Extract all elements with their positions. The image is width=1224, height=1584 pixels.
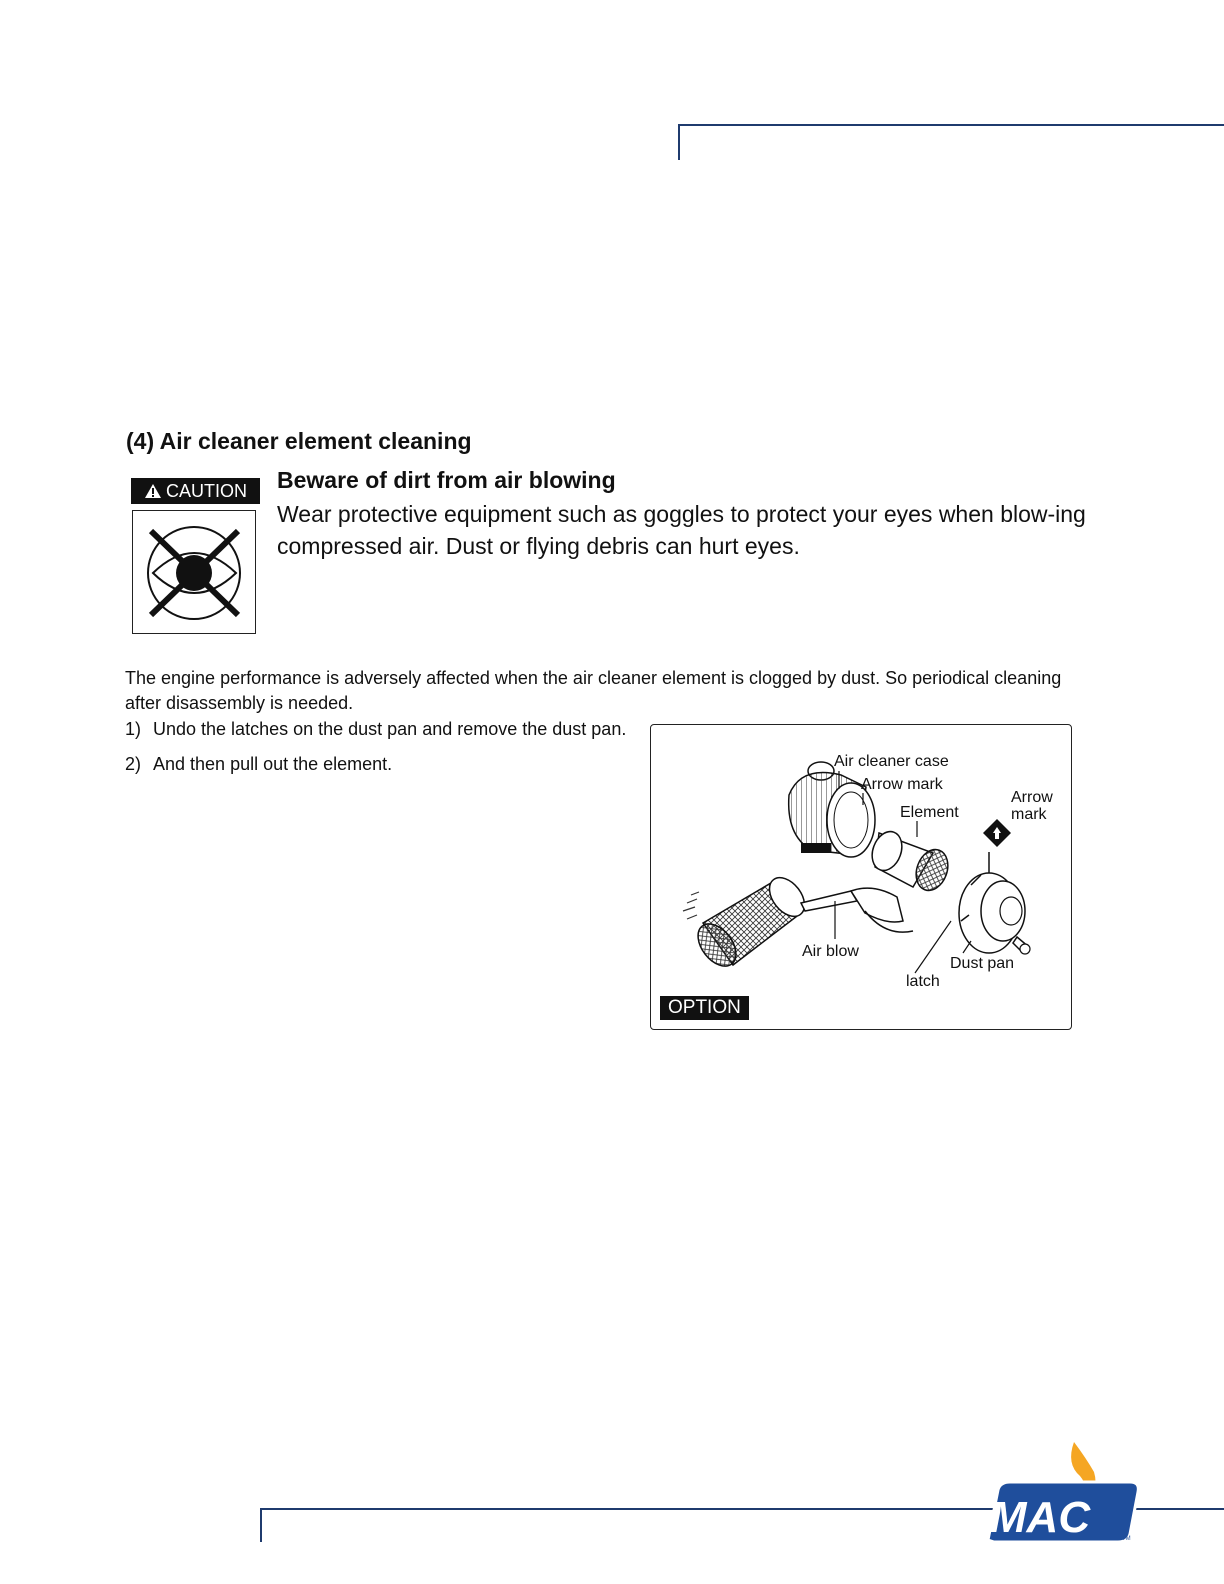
- caution-badge-label: CAUTION: [166, 481, 247, 501]
- section-title: (4) Air cleaner element cleaning: [126, 428, 472, 454]
- steps-list: [125, 717, 640, 787]
- header-rule: [678, 124, 1224, 126]
- label-arrow-mark: Arrow mark: [861, 776, 943, 793]
- list-item: [125, 752, 640, 776]
- step-number: 2): [125, 754, 142, 774]
- label-air-blow: Air blow: [802, 943, 859, 960]
- step-text: Undo the latches on the dust pan and remove the dust pan.: [153, 719, 627, 739]
- arrow-mark-diamond: [983, 819, 1011, 873]
- element-drawing: [867, 827, 953, 894]
- label-dust-pan: Dust pan: [950, 955, 1015, 972]
- dust-pan-drawing: [959, 873, 1030, 954]
- label-arrow-mark-right-1: Arrow: [1011, 789, 1053, 806]
- label-element: Element: [900, 804, 959, 821]
- mac-logo-text: [990, 1493, 1091, 1542]
- caution-body: Wear protective equipment such as goggles to protect your eyes when blow-ing compressed air. Dust or flying debris can hurt eyes.: [277, 501, 1086, 559]
- svg-text:TM: TM: [1122, 1536, 1131, 1542]
- air-blow-drawing: [683, 871, 913, 973]
- option-badge: OPTION: [660, 996, 749, 1020]
- warning-triangle-icon: [144, 478, 162, 504]
- label-air-cleaner-case: Air cleaner case: [834, 753, 949, 770]
- list-item: [125, 717, 640, 741]
- svg-text:MAC: MAC: [989, 1493, 1091, 1542]
- intro-paragraph: The engine performance is adversely affected when the air cleaner element is clogged by dust. So periodical cleaning after disassembly is needed.: [125, 668, 1062, 713]
- footer-rule-tick: [260, 1508, 262, 1542]
- label-arrow-mark-right-2: mark: [1011, 806, 1047, 823]
- caution-badge: [131, 478, 260, 504]
- mac-logo: [982, 1436, 1142, 1544]
- no-eye-exposure-icon: [132, 510, 256, 634]
- header-rule-tick: [678, 124, 680, 160]
- air-cleaner-figure: [650, 724, 1072, 1030]
- step-number: 1): [125, 719, 142, 739]
- label-latch: latch: [906, 973, 940, 990]
- caution-heading: Beware of dirt from air blowing: [277, 467, 616, 493]
- step-text: And then pull out the element.: [153, 754, 393, 774]
